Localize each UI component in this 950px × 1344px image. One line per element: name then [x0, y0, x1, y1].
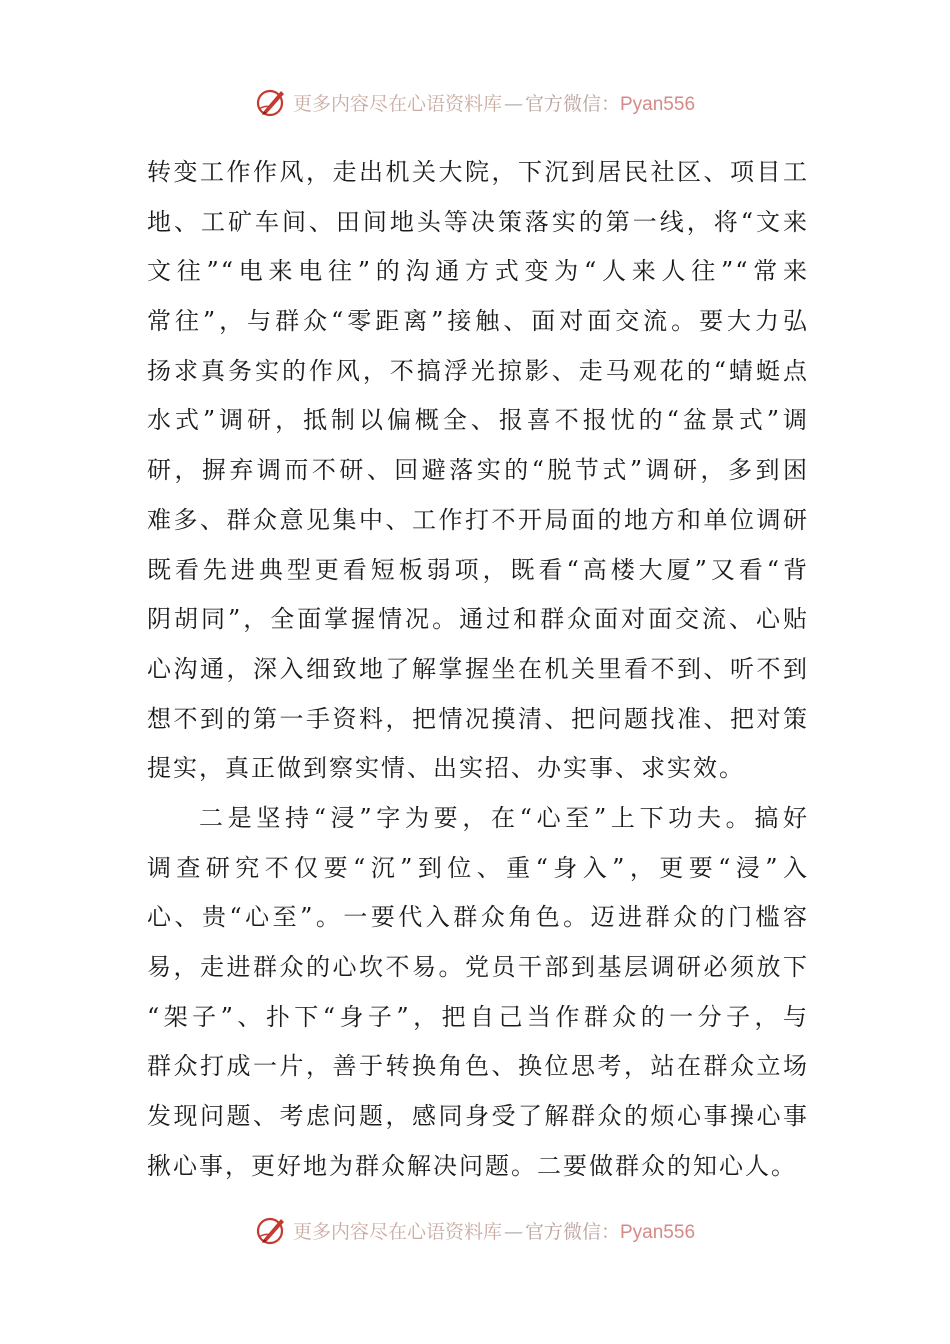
watermark-wechat-id: Pyan556 — [620, 1221, 696, 1243]
text-line: “架子”、扑下“身子”，把自己当作群众的一分子，与 — [147, 1002, 809, 1031]
text-line: 二是坚持“浸”字为要，在“心至”上下功夫。搞好 — [199, 803, 809, 832]
watermark-text — [293, 89, 695, 116]
text-line: 既看先进典型更看短板弱项，既看“高楼大厦”又看“背 — [147, 555, 809, 584]
text-line: 想不到的第一手资料，把情况摸清、把问题找准、把对策 — [147, 704, 809, 733]
watermark-wechat-label: 官方微信： — [524, 1220, 620, 1243]
watermark-separator: — — [503, 1220, 523, 1243]
paragraph — [147, 794, 809, 1192]
header-watermark — [0, 82, 950, 122]
text-line: 研，摒弃调而不研、回避落实的“脱节式”调研，多到困 — [147, 456, 809, 485]
text-line: 阴胡同”，全面掌握情况。通过和群众面对面交流、心贴 — [147, 605, 809, 634]
text-line: 心、贵“心至”。一要代入群众角色。迈进群众的门槛容 — [147, 903, 809, 932]
text-line: 群众打成一片，善于转换角色、换位思考，站在群众立场 — [147, 1052, 809, 1081]
pen-logo-icon — [255, 1213, 289, 1247]
text-line: 发现问题、考虑问题，感同身受了解群众的烦心事操心事 — [147, 1102, 809, 1131]
text-line: 揪心事，更好地为群众解决问题。二要做群众的知心人。 — [147, 1151, 797, 1180]
watermark-wechat-id: Pyan556 — [620, 93, 696, 115]
watermark-wechat-label: 官方微信： — [524, 92, 620, 115]
text-line: 调查研究不仅要“沉”到位、重“身入”，更要“浸”入 — [147, 853, 809, 882]
watermark-separator: — — [503, 92, 523, 115]
text-line: 提实，真正做到察实情、出实招、办实事、求实效。 — [147, 754, 745, 783]
document-body — [147, 148, 809, 1191]
text-line: 易，走进群众的心坎不易。党员干部到基层调研必须放下 — [147, 953, 809, 981]
text-line: 常往”，与群众“零距离”接触、面对面交流。要大力弘 — [147, 307, 809, 336]
watermark-brand: 更多内容尽在心语资料库 — [292, 1220, 502, 1243]
text-line: 水式”调研，抵制以偏概全、报喜不报忧的“盆景式”调 — [147, 406, 809, 435]
text-line: 难多、群众意见集中、工作打不开局面的地方和单位调研 — [147, 505, 809, 534]
footer-watermark — [0, 1210, 950, 1250]
text-line: 地、工矿车间、田间地头等决策落实的第一线，将“文来 — [147, 207, 809, 236]
text-line: 心沟通，深入细致地了解掌握坐在机关里看不到、听不到 — [147, 654, 809, 683]
pen-logo-icon — [255, 85, 289, 119]
paragraph — [147, 148, 809, 794]
watermark-text — [293, 1217, 695, 1244]
watermark-brand: 更多内容尽在心语资料库 — [292, 92, 502, 115]
text-line: 转变工作作风，走出机关大院，下沉到居民社区、项目工 — [147, 158, 809, 186]
text-line: 扬求真务实的作风，不搞浮光掠影、走马观花的“蜻蜓点 — [147, 356, 809, 385]
text-line: 文往”“电来电往”的沟通方式变为“人来人往”“常来 — [147, 257, 809, 286]
